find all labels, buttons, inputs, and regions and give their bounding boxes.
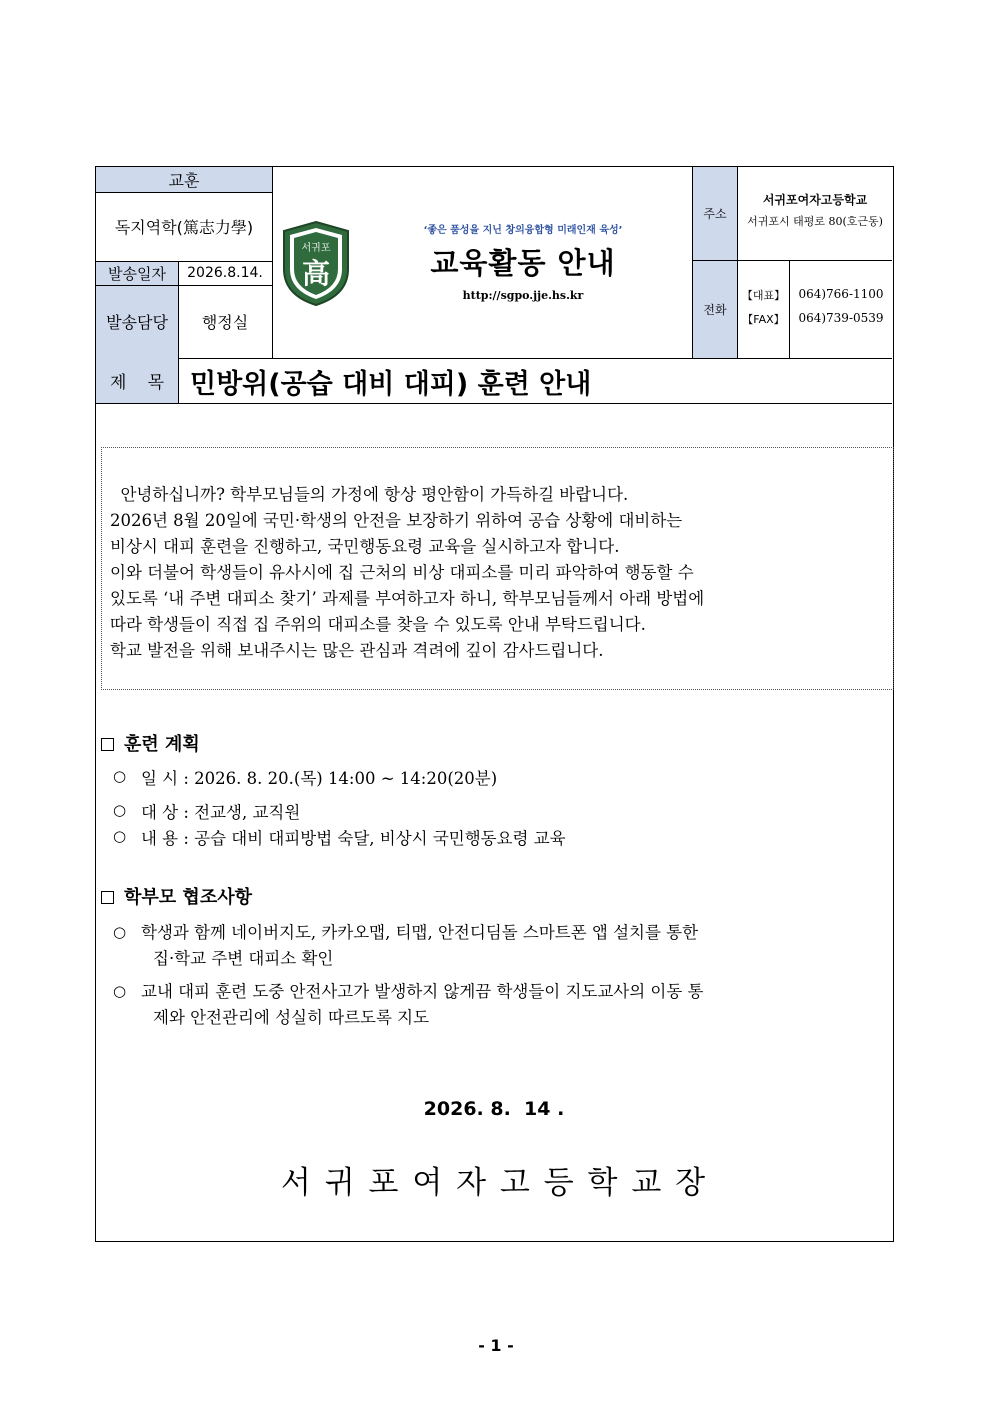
intro-line: 학교 발전을 위해 보내주시는 많은 관심과 격려에 깊이 감사드립니다. [110,641,604,660]
school-name: 서귀포여자고등학교 [762,193,868,207]
signature: 서 귀 포 여 자 고 등 학 교 장 [280,1165,708,1201]
motto-label: 교훈 [96,167,272,192]
document-frame [95,166,894,1242]
sent-date-label: 발송일자 [96,261,178,285]
cooperation-item-1-line-2: 집·학교 주변 대피소 확인 [153,949,334,968]
slogan: ‘좋은 품성을 지닌 창의융합형 미래인재 육성’ [423,225,623,236]
logo-char: 高 [301,257,331,290]
phone-label: 전화 [693,260,737,358]
tel-value: 064)766-1100 [798,287,884,301]
circle-bullet-icon: ○ [113,801,127,819]
address-label: 주소 [693,167,737,260]
plan-item-target: 대 상 : 전교생, 교직원 [141,803,301,822]
doc-title: 교육활동 안내 [430,246,616,280]
intro-line: 안녕하십니까? 학부모님들의 가정에 항상 평안함이 가득하길 바랍니다. [110,485,629,504]
subject-label-1: 제 [110,373,127,393]
school-address: 서귀포시 태평로 80(호근동) [747,215,883,228]
sender-value: 행정실 [201,313,249,332]
checkbox-icon [101,891,114,904]
fax-label: 【FAX】 [742,313,785,326]
intro-line: 따라 학생들이 직접 집 주위의 대피소를 찾을 수 있도록 안내 부탁드립니다. [110,615,646,634]
checkbox-icon [101,738,114,751]
tel-label: 【대표】 [741,289,786,302]
cooperation-section-title [101,883,252,909]
plan-item-content: 내 용 : 공습 대비 대피방법 숙달, 비상시 국민행동요령 교육 [141,829,566,848]
plan-title: 훈련 계획 [124,734,200,755]
subject-title: 민방위(공습 대비 대피) 훈련 안내 [190,369,592,400]
sender-label: 발송담당 [96,285,178,358]
circle-bullet-icon: ○ [113,767,127,785]
page-number: - 1 - [478,1336,514,1355]
subject-row [96,358,892,404]
fax-value: 064)739-0539 [798,311,884,325]
intro-line: 비상시 대피 훈련을 진행하고, 국민행동요령 교육을 실시하고자 합니다. [110,537,620,556]
document-header [96,167,892,359]
circle-bullet-icon: ○ [113,982,127,1000]
sent-date-value: 2026.8.14. [187,265,263,281]
cooperation-item-2-line-2: 제와 안전관리에 성실히 따르도록 지도 [153,1008,430,1027]
circle-bullet-icon: ○ [113,827,127,845]
motto-value: 독지역학(篤志力學) [114,218,254,237]
logo-text: 서귀포 [301,243,331,254]
circle-bullet-icon: ○ [113,923,127,941]
plan-item-schedule: 일 시 : 2026. 8. 20.(목) 14:00 ~ 14:20(20분) [141,769,498,788]
intro-line: 2026년 8월 20일에 국민·학생의 안전을 보장하기 위하여 공습 상황에 대비하는 [110,511,683,530]
cooperation-item-1-line-1: 학생과 함께 네이버지도, 카카오맵, 티맵, 안전디딤돌 스마트폰 앱 설치를 통한 [141,923,699,942]
intro-line: 있도록 ‘내 주변 대피소 찾기’ 과제를 부여하고자 하니, 학부모님들께서 아래 방법에 [110,589,705,608]
intro-box [101,447,894,690]
subject-label [96,358,178,403]
document-date: 2026. 8. 14 . [423,1098,565,1120]
school-url: http://sgpo.jje.hs.kr [462,289,584,302]
cooperation-item-2-line-1: 교내 대피 훈련 도중 안전사고가 발생하지 않게끔 학생들이 지도교사의 이동 통 [141,982,704,1001]
subject-label-2: 목 [147,373,164,393]
plan-section-title [101,730,200,756]
school-logo [278,219,354,307]
cooperation-title: 학부모 협조사항 [124,887,252,908]
intro-line: 이와 더불어 학생들이 유사시에 집 근처의 비상 대피소를 미리 파악하여 행동할 수 [110,563,694,582]
